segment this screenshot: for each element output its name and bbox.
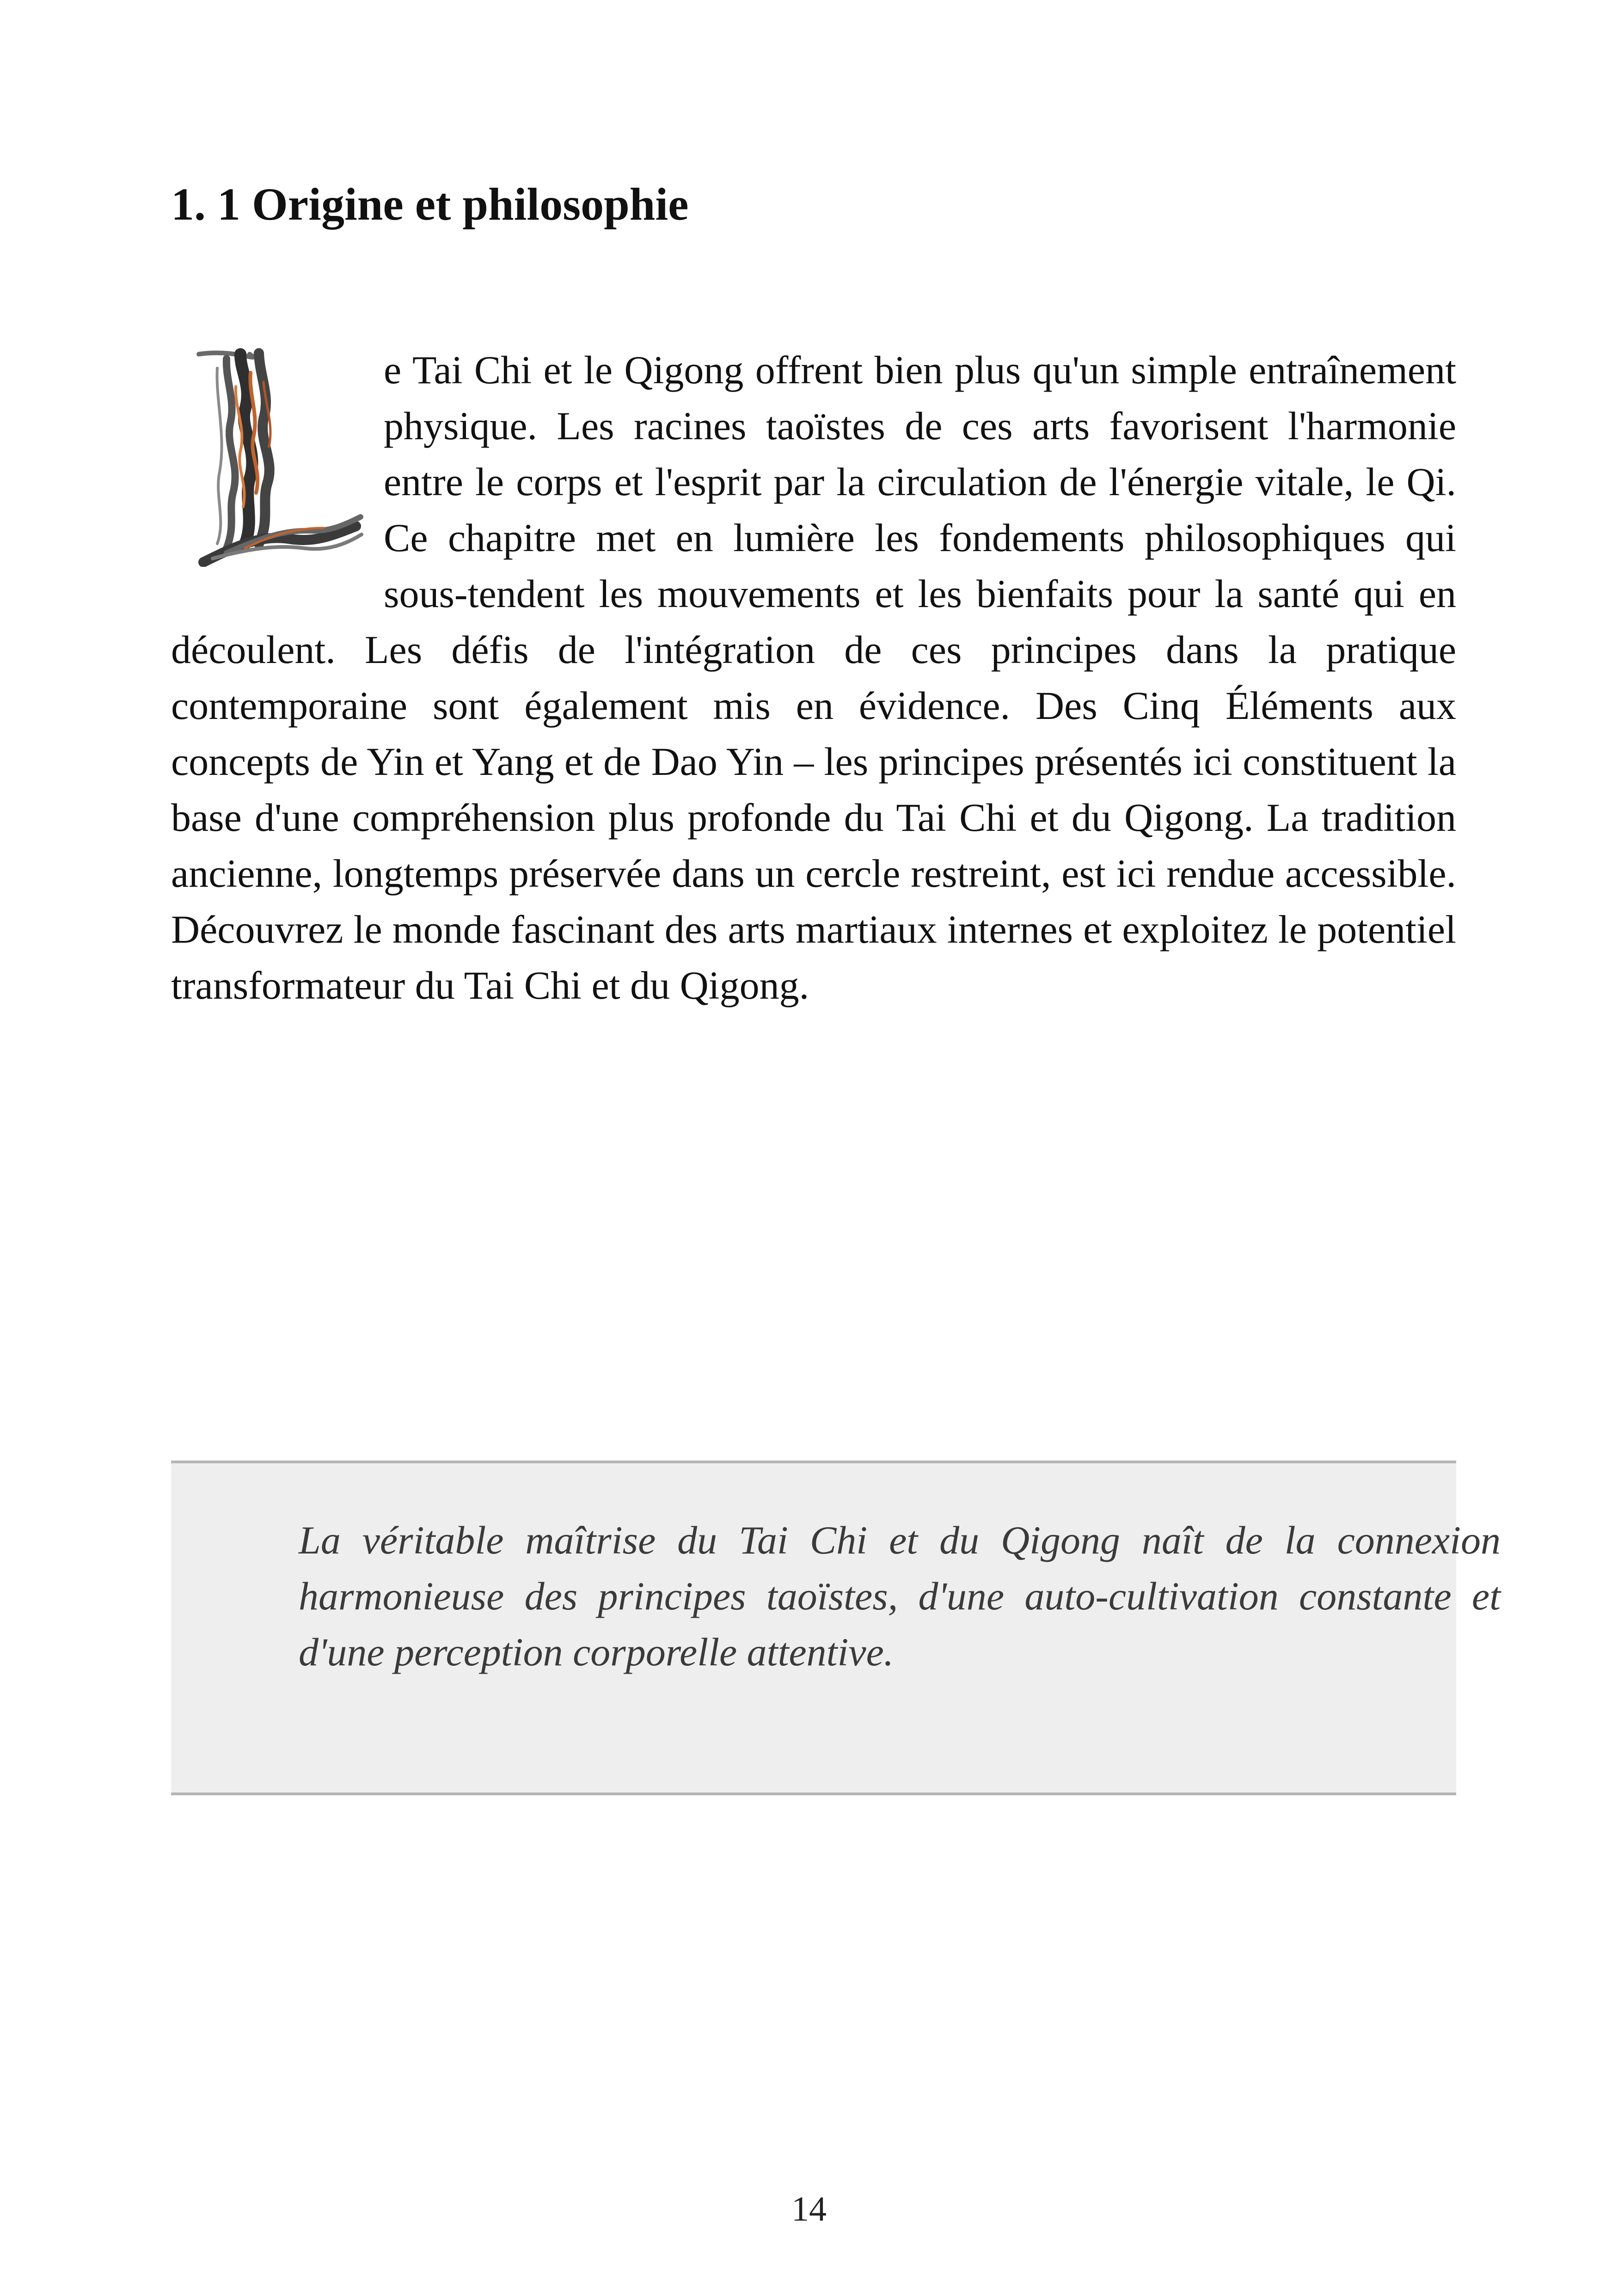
pull-quote-box [171, 1461, 1501, 1795]
drop-cap [171, 345, 374, 571]
ornamental-letter-L-icon [171, 345, 365, 567]
body-block [171, 342, 1456, 1013]
page-number: 14 [791, 2190, 827, 2228]
body-paragraph: e Tai Chi et le Qigong offrent bien plus qu'un simple entraînement physique. Les racines taoïstes de ces arts favorisent l'harmonie entre le corps et l'esprit par la circulation de l'énergie vitale, le Qi. Ce chapitre met en lumière les fondements philosophiques qui sous-tendent les mouvements et les bienfaits pour la santé qui en découlent. Les défis de l'intégration de ces principes dans la pratique contemporaine sont également mis en évidence. Des Cinq Éléments aux concepts de Yin et Yang et de Dao Yin – les principes présentés ici constituent la base d'une compréhension plus profonde du Tai Chi et du Qigong. La tradition ancienne, longtemps préservée dans un cercle restreint, est ici rendue accessible. Découvrez le monde fascinant des arts martiaux internes et exploitez le potentiel transformateur du Tai Chi et du Qigong. [171, 348, 1456, 1007]
section-heading: 1. 1 Origine et philosophie [171, 178, 689, 230]
pull-quote-text: La véritable maîtrise du Tai Chi et du Qigong naît de la connexion harmonieuse des principes taoïstes, d'une auto-cultivation constante et d'une perception corporelle attentive. [299, 1518, 1501, 1674]
